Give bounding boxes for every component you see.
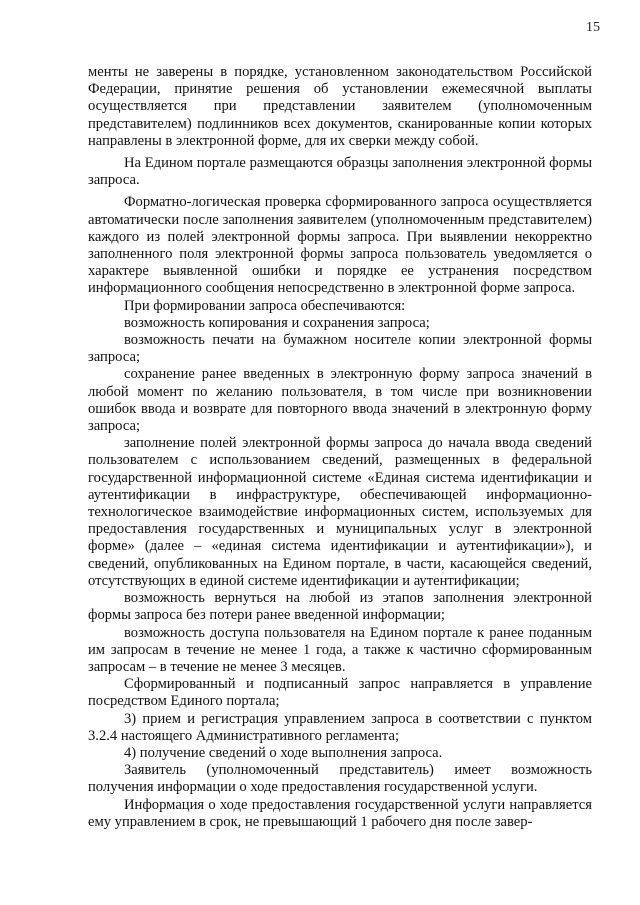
numbered-item: 4) получение сведений о ходе выполнения запроса. [124, 744, 443, 761]
list-item: возможность печати на бумажном носителе копии электронной формы запроса; [88, 332, 592, 366]
list-item: сохранение ранее введенных в электронную форму запроса значений в любой момент по желанию пользователя, в том числе при возникновении ошибок ввода и возврате для повторного ввода значений в электронную форму запроса; [88, 366, 592, 435]
paragraph: Форматно-логическая проверка сформированного запроса осуществляется автоматически после заполнения заявителем (уполномоченным представителем) каждого из полей электронной формы запроса. При выявлении некорректно заполненного поля электронной формы запроса пользователь уведомляется о характере выявленной ошибки и порядке ее устранения посредством информационного сообщения непосредственно в электронной форме запроса. [88, 194, 592, 297]
list-item: возможность вернуться на любой из этапов заполнения электронной формы запроса без потери ранее введенной информации; [88, 590, 592, 624]
paragraph: Заявитель (уполномоченный представитель) имеет возможность получения информации о ходе предоставления государственной услуги. [88, 762, 592, 796]
paragraph: При формировании запроса обеспечиваются: [124, 297, 406, 314]
numbered-item: 3) прием и регистрация управлением запроса в соответствии с пунктом 3.2.4 настоящего Административного регламента; [88, 710, 592, 744]
paragraph: менты не заверены в порядке, установленном законодательством Российской Федерации, принятие решения об установлении ежемесячной выплаты осуществляется при представлении заявителем (уполномоченным представителем) подлинников всех документов, сканированные копии которых направлены в электронной форме, для их сверки между собой. [88, 64, 592, 149]
list-item: возможность копирования и сохранения запроса; [124, 314, 430, 331]
document-body [88, 64, 592, 831]
list-item: заполнение полей электронной формы запроса до начала ввода сведений пользователем с использованием сведений, размещенных в федеральной государственной информационной системе «Единая система идентификации и аутентификации в инфраструктуре, обеспечивающей информационно-технологическое взаимодействие информационных систем, используемых для предоставления государственных и муниципальных услуг в электронной форме» (далее – «единая система идентификации и аутентификации»), и сведений, опубликованных на Едином портале, в части, касающейся сведений, отсутствующих в единой системе идентификации и аутентификации; [88, 435, 592, 589]
paragraph: Сформированный и подписанный запрос направляется в управление посредством Единого портала; [88, 676, 592, 710]
page-number: 15 [586, 20, 600, 35]
paragraph: Информация о ходе предоставления государственной услуги направляется ему управлением в срок, не превышающий 1 рабочего дня после завер- [88, 796, 592, 830]
list-item: возможность доступа пользователя на Едином портале к ранее поданным им запросам в течение не менее 1 года, а также к частично сформированным запросам – в течение не менее 3 месяцев. [88, 624, 592, 675]
paragraph: На Едином портале размещаются образцы заполнения электронной формы запроса. [88, 155, 592, 189]
